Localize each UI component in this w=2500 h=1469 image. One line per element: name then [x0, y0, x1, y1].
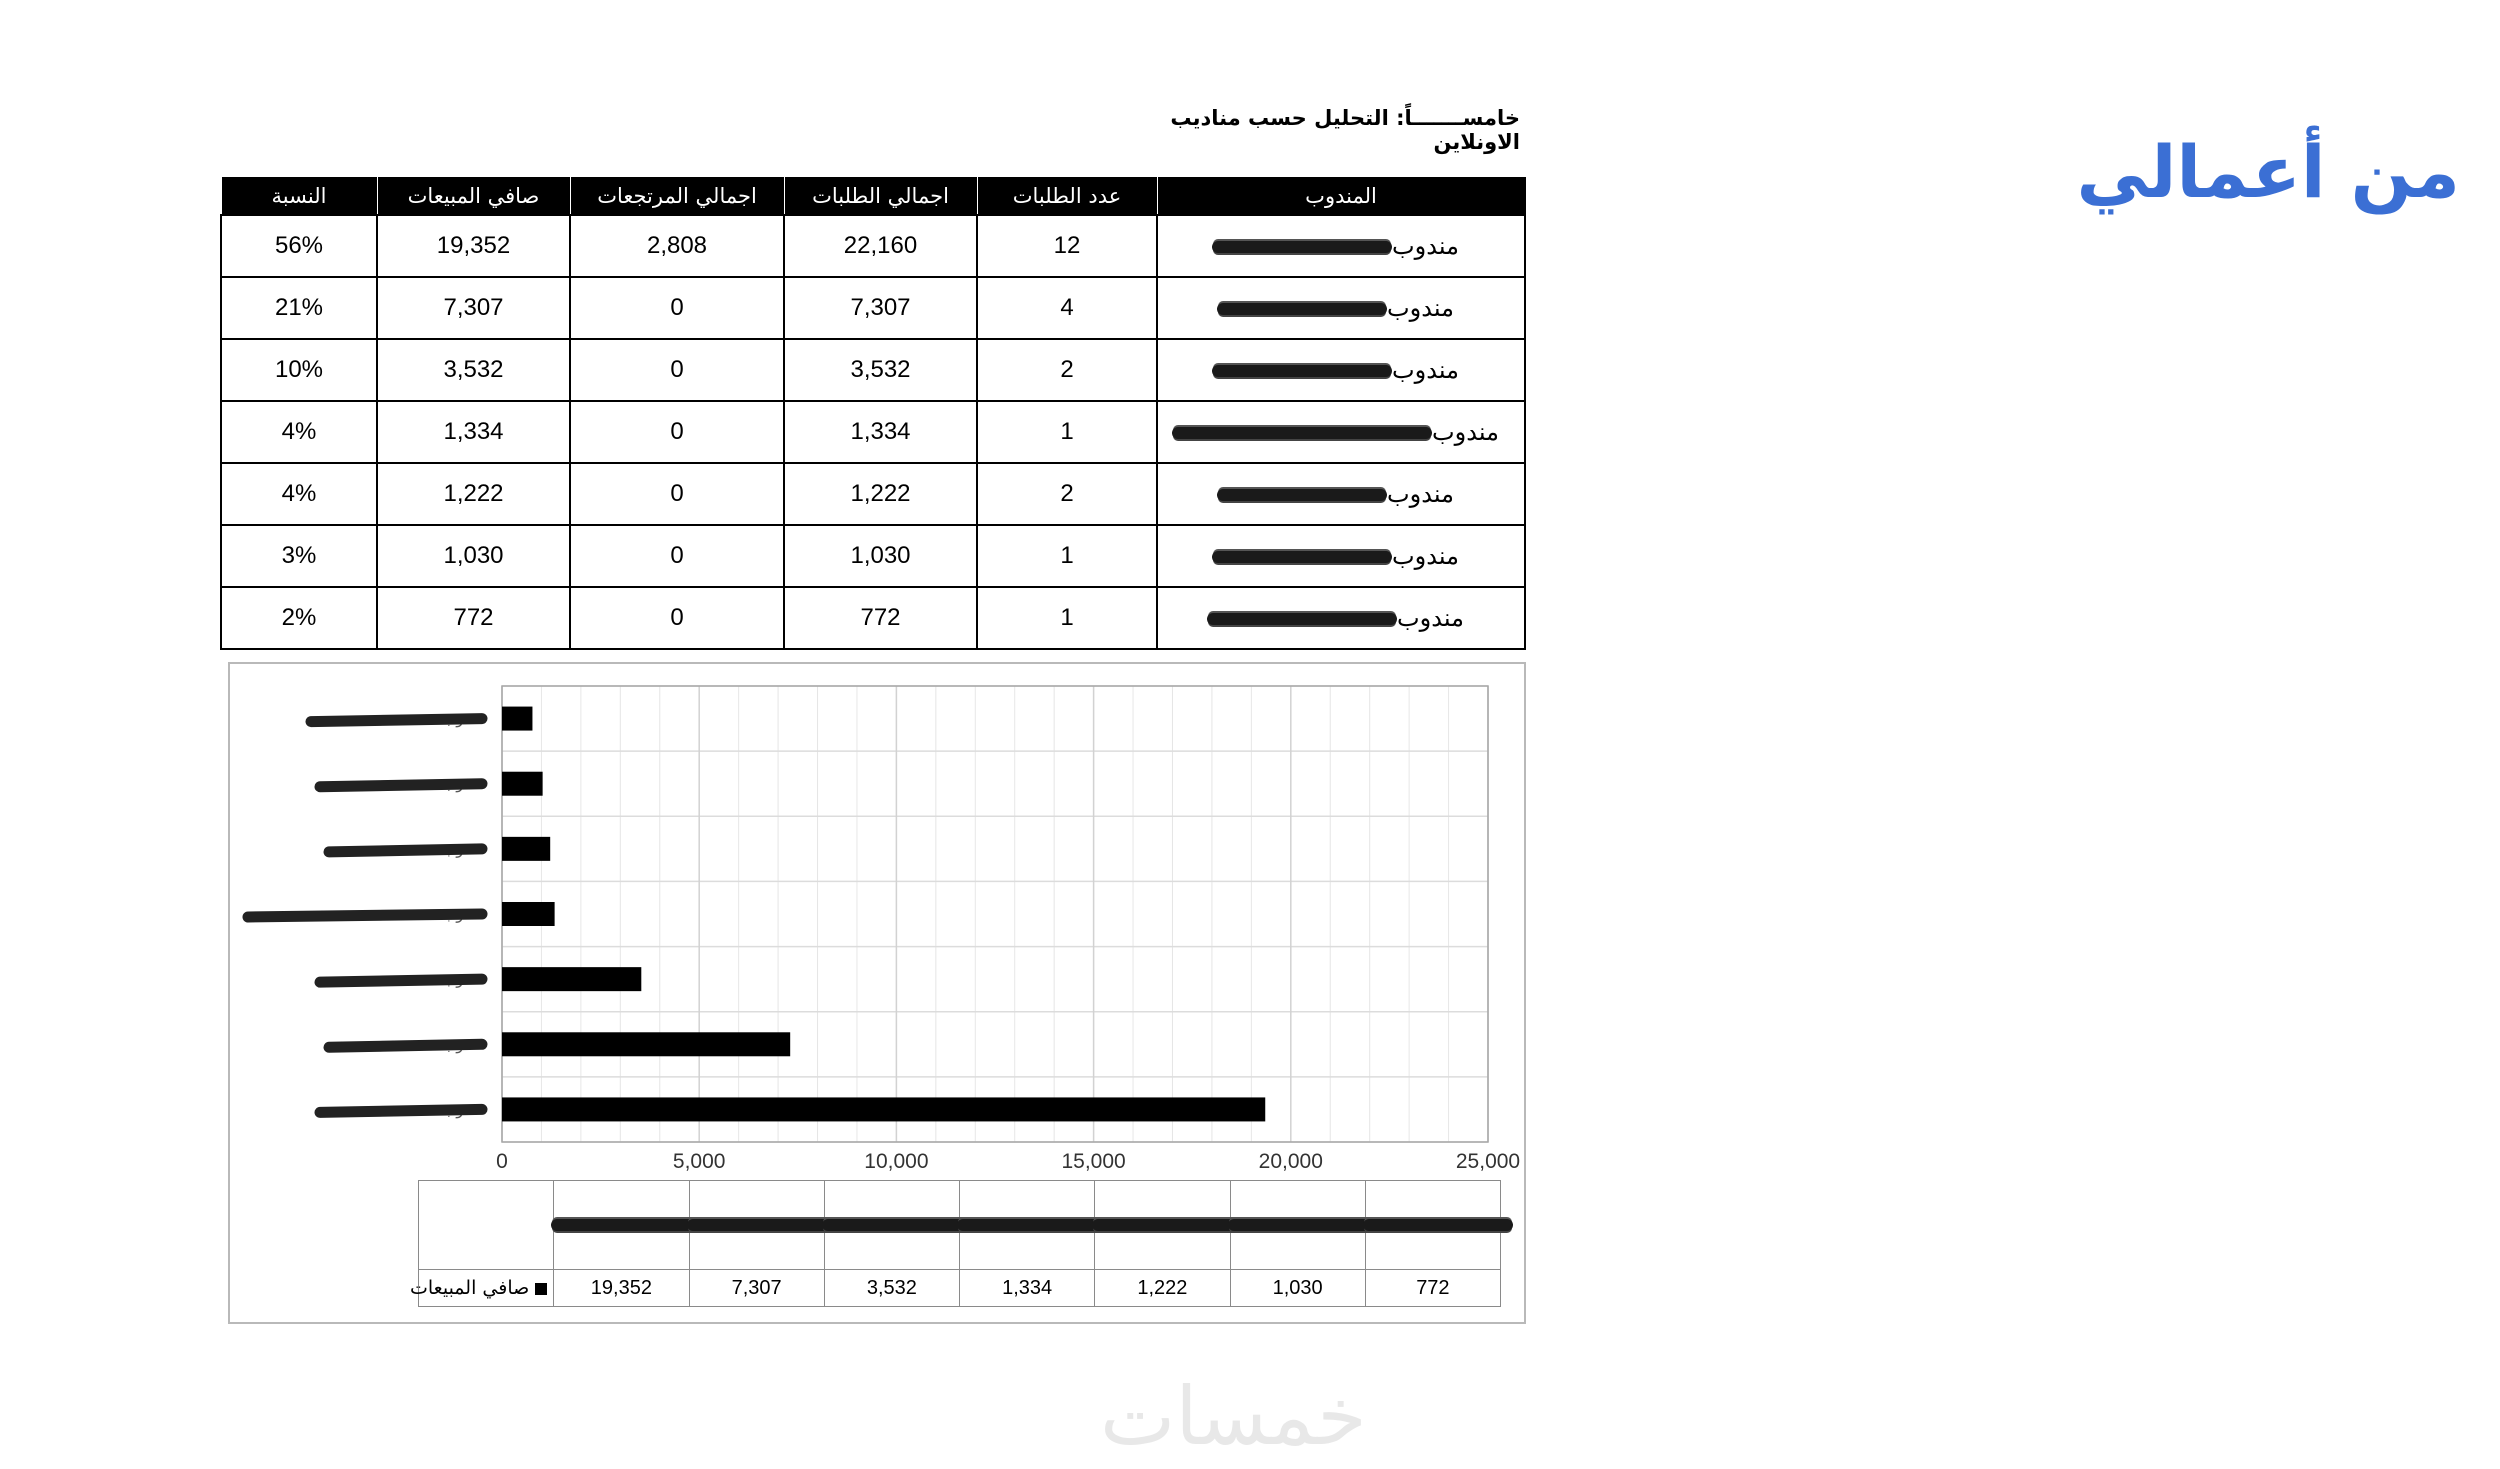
- header-net: صافي المبيعات: [377, 178, 570, 216]
- header-total: اجمالي الطلبات: [784, 178, 977, 216]
- redacted-name: [824, 1181, 959, 1270]
- cell-total: 1,334: [784, 401, 977, 463]
- redacted-name: [320, 784, 482, 787]
- cell-net: 1,334: [377, 401, 570, 463]
- x-tick-label: 25,000: [1455, 1150, 1521, 1173]
- cell-pct: 4%: [221, 401, 377, 463]
- redacted-name: [329, 1044, 482, 1047]
- bar: [502, 707, 532, 731]
- table-row: [221, 277, 1525, 339]
- bar: [502, 967, 641, 991]
- rep-label: مندوب: [1432, 418, 1499, 446]
- rep-label: مندوب: [1387, 480, 1454, 508]
- cell-orders: 1: [977, 525, 1157, 587]
- bar: [502, 1097, 1265, 1121]
- bar: [502, 772, 543, 796]
- data-table-names-row: [419, 1181, 1501, 1270]
- x-tick-label: 0: [496, 1150, 508, 1173]
- cell-net: 7,307: [377, 277, 570, 339]
- data-table-legend: صافي المبيعات: [419, 1270, 554, 1307]
- cell-rep: [1157, 401, 1525, 463]
- x-tick-label: 15,000: [1061, 1150, 1126, 1173]
- chart-container: [228, 662, 1526, 1324]
- redacted-name: [1212, 365, 1392, 377]
- cell-orders: 2: [977, 339, 1157, 401]
- page-heading: من أعمالي: [2076, 130, 2460, 214]
- cell-returns: 2,808: [570, 215, 784, 277]
- redacted-name: [311, 719, 482, 722]
- rep-label: مندوب: [1392, 356, 1459, 384]
- cell-orders: 12: [977, 215, 1157, 277]
- redacted-name: [1217, 303, 1387, 315]
- data-table-value: 1,222: [1095, 1270, 1230, 1307]
- section-title: خامســـــــاً: التحليل حسب مناديب الاونلاين: [1170, 106, 1520, 154]
- cell-orders: 2: [977, 463, 1157, 525]
- cell-net: 772: [377, 587, 570, 649]
- cell-rep: [1157, 339, 1525, 401]
- cell-total: 1,030: [784, 525, 977, 587]
- cell-rep: [1157, 277, 1525, 339]
- cell-returns: 0: [570, 587, 784, 649]
- bar: [502, 837, 550, 861]
- data-table-value: 772: [1365, 1270, 1500, 1307]
- data-table-value: 19,352: [554, 1270, 689, 1307]
- category-label: مندوب: [442, 970, 484, 989]
- legend-swatch: [535, 1283, 547, 1295]
- rep-label: مندوب: [1387, 294, 1454, 322]
- redacted-name: [320, 979, 482, 982]
- cell-returns: 0: [570, 277, 784, 339]
- table-row: [221, 215, 1525, 277]
- data-table-values-row: [419, 1270, 1501, 1307]
- table-header-row: [221, 178, 1525, 216]
- rep-label: مندوب: [1397, 604, 1464, 632]
- redacted-name: [1365, 1181, 1500, 1270]
- redacted-name: [248, 914, 482, 917]
- redacted-name: [1172, 427, 1432, 439]
- data-table-value: 1,030: [1230, 1270, 1365, 1307]
- bar: [502, 1032, 790, 1056]
- redacted-name: [1212, 241, 1392, 253]
- cell-pct: 3%: [221, 525, 377, 587]
- category-label: مندوب: [442, 905, 484, 923]
- plot-area: [502, 686, 1488, 1142]
- cell-orders: 4: [977, 277, 1157, 339]
- redacted-name: [320, 1109, 482, 1112]
- cell-rep: [1157, 215, 1525, 277]
- cell-pct: 10%: [221, 339, 377, 401]
- cell-returns: 0: [570, 401, 784, 463]
- header-returns: اجمالي المرتجعات: [570, 178, 784, 216]
- cell-returns: 0: [570, 525, 784, 587]
- redacted-name: [1230, 1181, 1365, 1270]
- rep-label: مندوب: [1392, 232, 1459, 260]
- chart-data-table: [410, 1180, 1501, 1307]
- cell-pct: 4%: [221, 463, 377, 525]
- cell-net: 3,532: [377, 339, 570, 401]
- cell-total: 1,222: [784, 463, 977, 525]
- table-row: [221, 463, 1525, 525]
- cell-total: 772: [784, 587, 977, 649]
- bar: [502, 902, 555, 926]
- redacted-name: [689, 1181, 824, 1270]
- table-row: [221, 339, 1525, 401]
- cell-returns: 0: [570, 463, 784, 525]
- cell-rep: [1157, 525, 1525, 587]
- category-label: مندوب: [442, 1035, 484, 1054]
- redacted-name: [329, 849, 482, 852]
- cell-net: 1,222: [377, 463, 570, 525]
- data-table-value: 1,334: [960, 1270, 1095, 1307]
- cell-net: 19,352: [377, 215, 570, 277]
- redacted-name: [1212, 551, 1392, 563]
- category-label: مندوب: [442, 774, 484, 793]
- redacted-name: [1095, 1181, 1230, 1270]
- table-row: [221, 401, 1525, 463]
- cell-pct: 56%: [221, 215, 377, 277]
- watermark: خمسات: [1100, 1370, 1367, 1463]
- redacted-name: [1217, 489, 1387, 501]
- category-label: مندوب: [442, 839, 484, 858]
- table-row: [221, 525, 1525, 587]
- table-row: [221, 587, 1525, 649]
- header-rep: المندوب: [1157, 178, 1525, 216]
- cell-orders: 1: [977, 401, 1157, 463]
- cell-total: 22,160: [784, 215, 977, 277]
- rep-label: مندوب: [1392, 542, 1459, 570]
- header-pct: النسبة: [221, 178, 377, 216]
- header-orders: عدد الطلبات: [977, 178, 1157, 216]
- cell-orders: 1: [977, 587, 1157, 649]
- x-tick-label: 20,000: [1258, 1150, 1323, 1173]
- category-label: مندوب: [442, 709, 484, 728]
- redacted-name: [960, 1181, 1095, 1270]
- cell-pct: 21%: [221, 277, 377, 339]
- cell-rep: [1157, 463, 1525, 525]
- x-tick-label: 5,000: [672, 1150, 726, 1173]
- cell-net: 1,030: [377, 525, 570, 587]
- data-table-value: 3,532: [824, 1270, 959, 1307]
- cell-returns: 0: [570, 339, 784, 401]
- cell-total: 3,532: [784, 339, 977, 401]
- x-tick-label: 10,000: [864, 1150, 929, 1173]
- cell-total: 7,307: [784, 277, 977, 339]
- redacted-name: [1207, 613, 1397, 625]
- category-label: مندوب: [442, 1100, 484, 1119]
- cell-rep: [1157, 587, 1525, 649]
- cell-pct: 2%: [221, 587, 377, 649]
- reps-table: [220, 177, 1526, 650]
- redacted-name: [554, 1181, 689, 1270]
- data-table-value: 7,307: [689, 1270, 824, 1307]
